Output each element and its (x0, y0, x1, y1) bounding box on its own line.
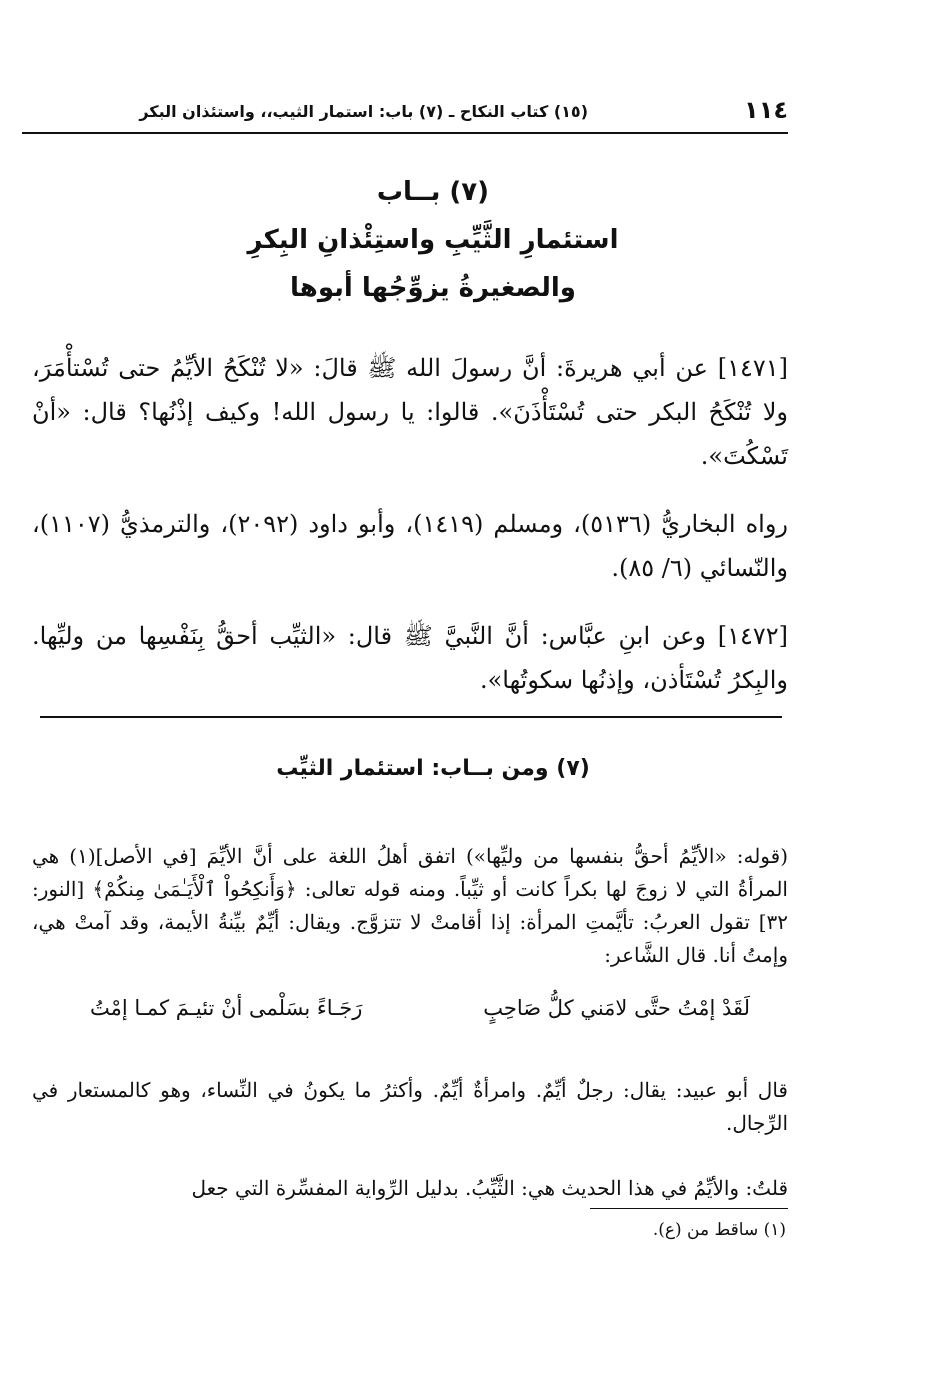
page-header (22, 88, 788, 134)
section-divider (40, 716, 782, 718)
chapter-subtitle: والصغيرةُ يزوِّجُها أبوها (290, 273, 576, 303)
verse-first-hemistich: لَقَدْ إمْتُ حتَّى لامَني كلُّ صَاحِبٍ (483, 996, 750, 1020)
commentary-paragraph-1: (قوله: «الأيِّمُ أحقُّ بنفسها من وليِّها») اتفق أهلُ اللغة على أنَّ الأيِّمَ [في الأصل](١) هي المرأةُ التي لا زوجَ لها بكراً كانت أو ثيِّباً. ومنه قوله تعالى: ﴿وَأَنكِحُواْ ٱلْأَيَـٰمَىٰ مِنكُمْ﴾ [النور: ٣٢] تقول العربُ: تأيَّمتِ المرأة: إذا أقامتْ لا تتزوَّج. ويقال: أيِّمٌ بيِّنةُ الأيمة، وقد آمتْ هي، وإمتُ أنا. قال الشَّاعر: (32, 844, 788, 967)
hadith-1472: [١٤٧٢] وعن ابنِ عبَّاس: أنَّ النَّبيَّ ﷺ قال: «الثيِّب أحقُّ بِنَفْسِها من وليِّها. والبِكرُ تُسْتَأذن، وإذنُها سكوتُها». (32, 622, 788, 694)
verse-second-hemistich: رَجَـاءً بسَلْمى أنْ تئيـمَ كمـا إمْتُ (90, 996, 363, 1020)
hadith-1471: [١٤٧١] عن أبي هريرةَ: أنَّ رسولَ الله ﷺ قالَ: «لا تُنْكَحُ الأيِّمُ حتى تُسْتأْمَرَ، ولا تُنْكَحُ البكر حتى تُسْتَأْذَنَ». قالوا: يا رسول الله! وكيف إذْنُها؟ قال: «أنْ تَسْكُتَ». (32, 354, 788, 470)
chapter-number: (٧) بــاب (376, 177, 490, 207)
running-head: (١٥) كتاب النكاح ـ (٧) باب: استمار الثيب،، واستئذان البكر (139, 102, 588, 121)
chapter-heading (100, 168, 766, 312)
footnote-divider (590, 1208, 788, 1209)
commentary-paragraph-3: قلتُ: والأيِّمُ في هذا الحديث هي: الثَّيِّبُ. بدليل الرِّواية المفسِّرة التي جعل (191, 1176, 788, 1200)
chapter-title: استئمارِ الثَّيِّبِ واستِئْذانِ البِكرِ (247, 225, 619, 255)
takhrij-1471: رواه البخاريُّ (٥١٣٦)، ومسلم (١٤١٩)، وأبو داود (٢٠٩٢)، والترمذيُّ (١١٠٧)، والنّسائي (٦/ ٨٥). (32, 510, 788, 582)
commentary-section-title: (٧) ومن بــاب: استئمار الثيِّب (276, 756, 590, 781)
poetry-verse (90, 996, 750, 1020)
page-number: ١١٤ (744, 96, 788, 124)
commentary-paragraph-2: قال أبو عبيد: يقال: رجلٌ أيِّمٌ. وامرأةٌ أيِّمٌ. وأكثرُ ما يكونُ في النِّساء، وهو كالمستعار في الرِّجال. (32, 1078, 788, 1135)
footnote: (١) ساقط من (ع). (652, 1220, 786, 1240)
